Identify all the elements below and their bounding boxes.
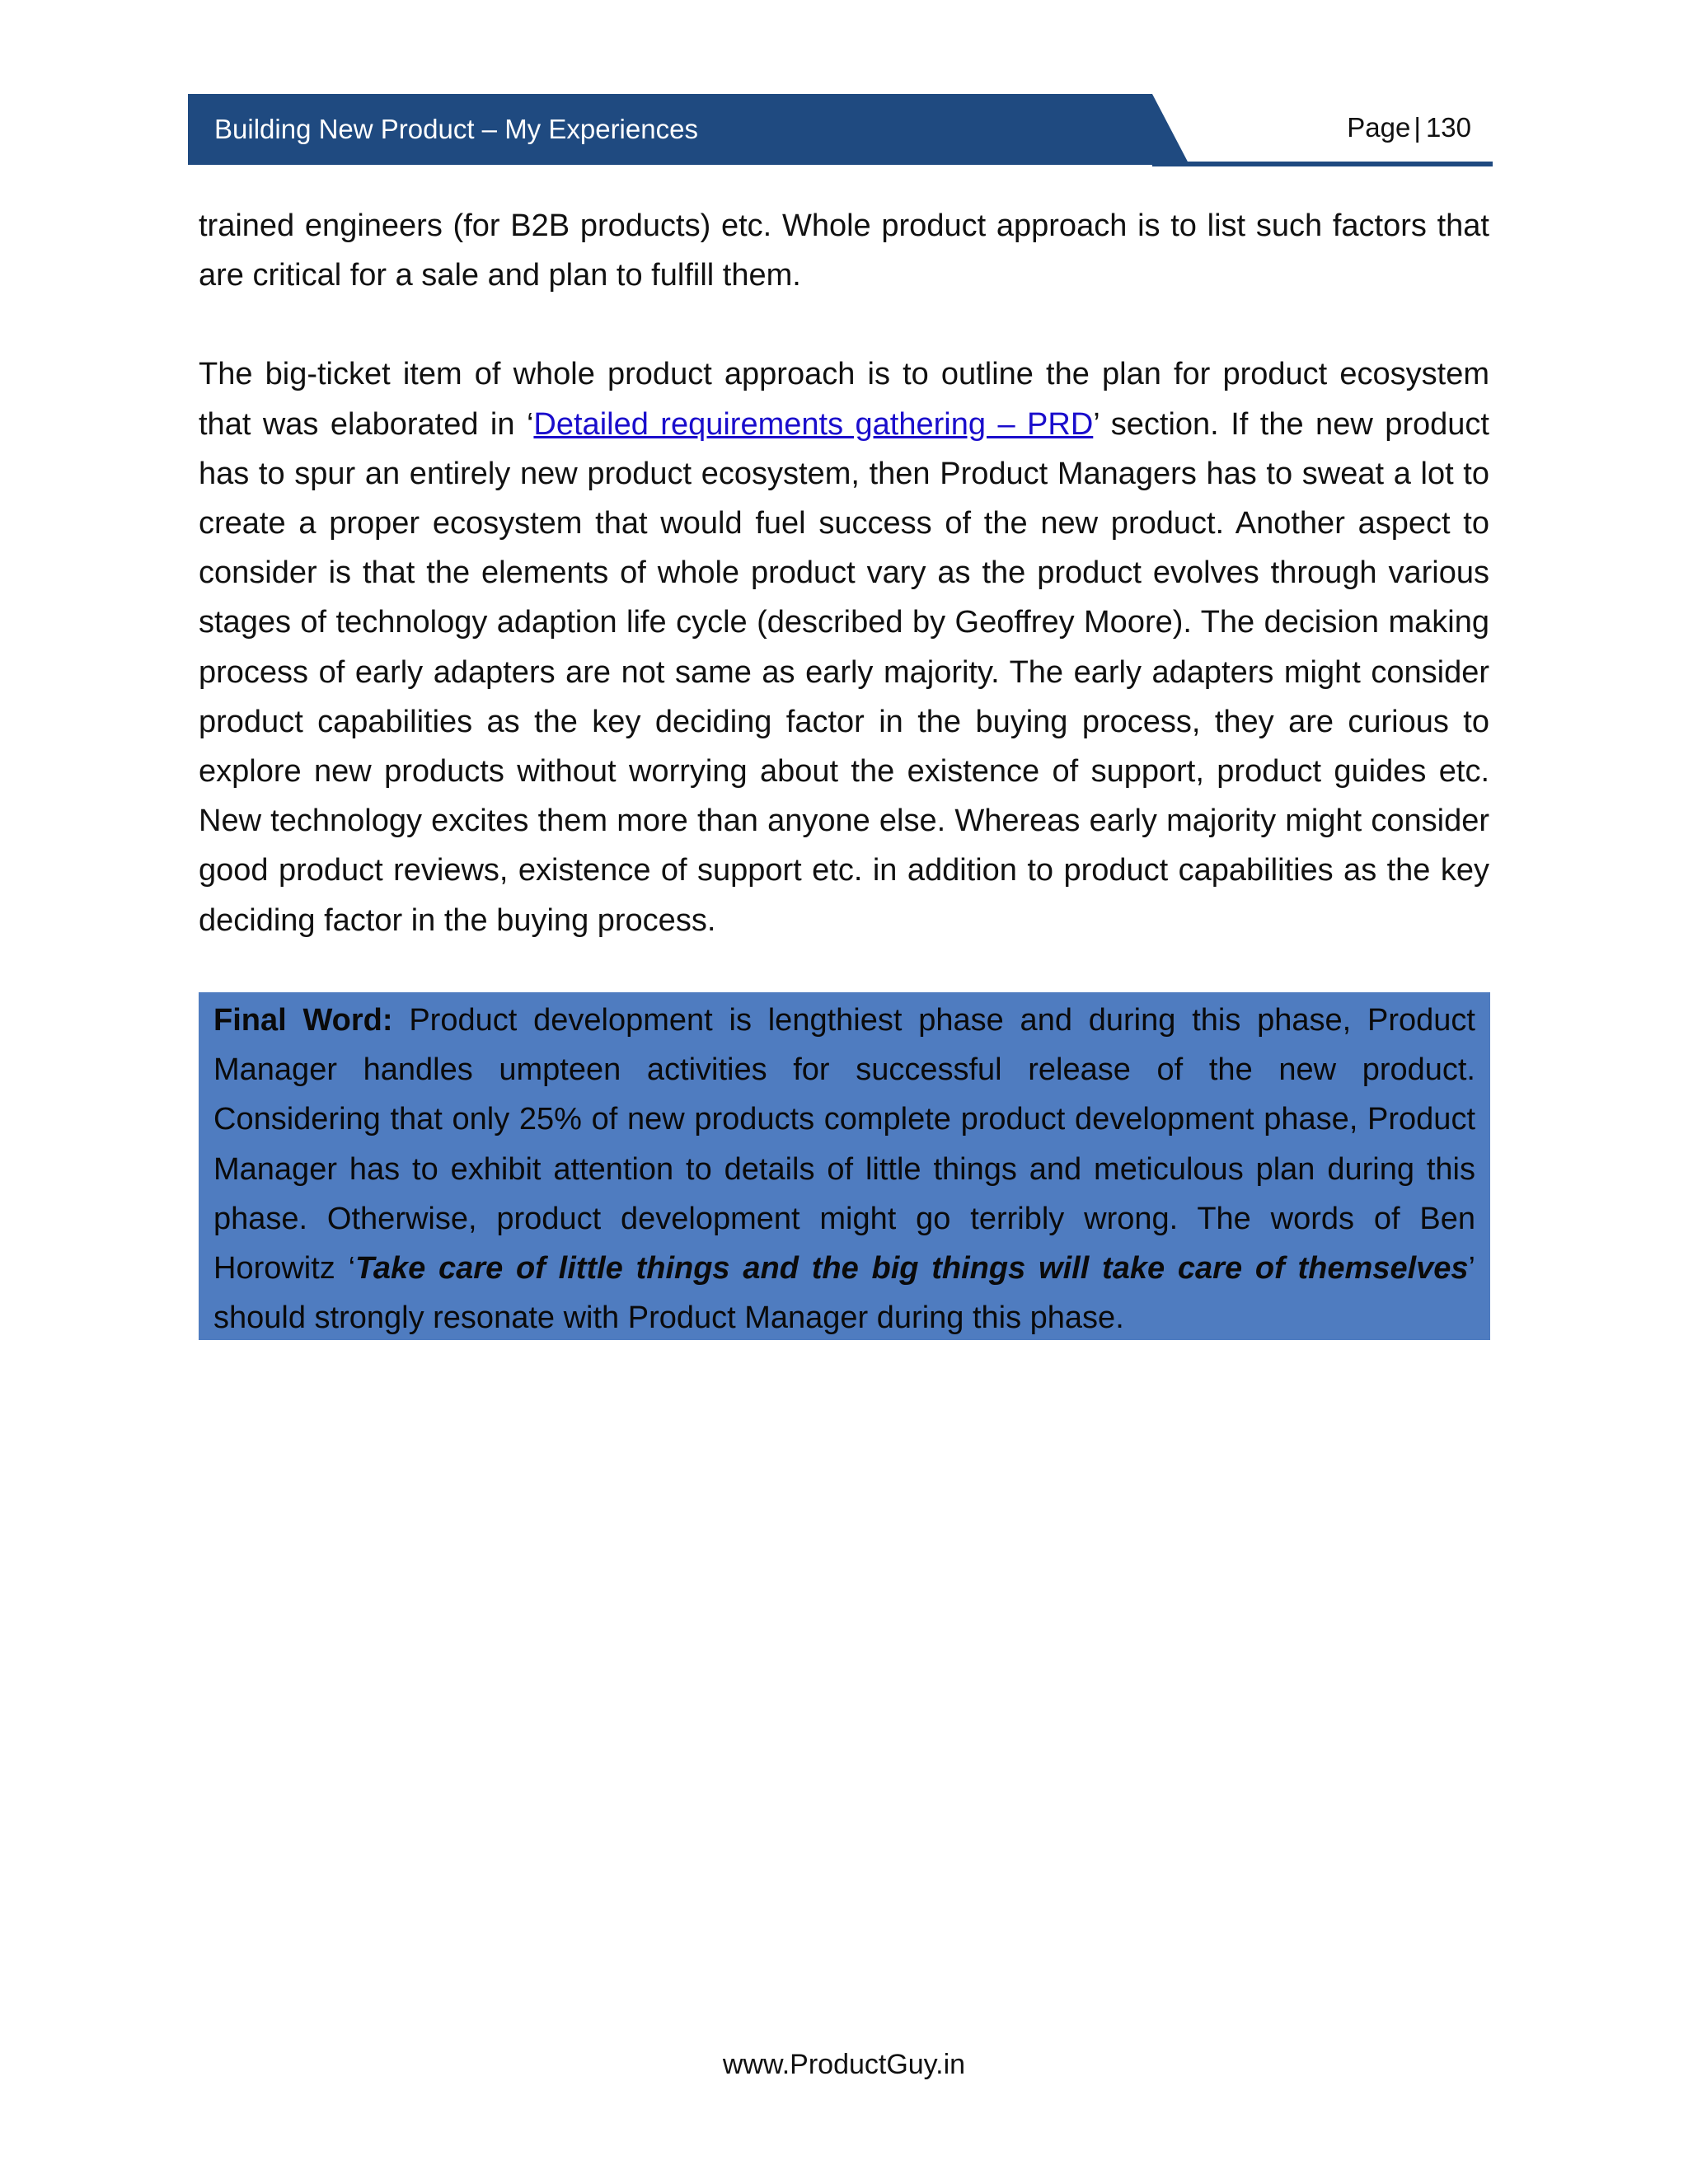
- footer-website: www.ProductGuy.in: [722, 2049, 966, 2080]
- page-footer: [0, 2047, 1688, 2082]
- final-word-closing: ’ should strongly resonate with Product Manager during this phase.: [213, 1251, 1475, 1336]
- page-indicator: [1347, 110, 1471, 145]
- page-header: [188, 94, 1493, 168]
- paragraph-2-intro: The big-ticket item of whole product approach is to outline the plan for product ecosystem that was elaborated in ‘: [199, 357, 1489, 442]
- page-separator: |: [1414, 112, 1421, 143]
- final-word-label: Final Word:: [213, 1003, 393, 1038]
- horowitz-quote: Take care of little things and the big things will take care of themselves: [355, 1251, 1469, 1286]
- paragraph-2: [199, 349, 1489, 944]
- header-rule: [1152, 162, 1493, 166]
- page-label: Page: [1347, 112, 1411, 143]
- body-text: [199, 201, 1489, 945]
- final-word-callout: [199, 992, 1490, 1340]
- final-word-text: Product development is lengthiest phase and during this phase, Product Manager handles umpteen activities for successful release of the new product. Considering that only 25% of new products complete product development phase, Product Manager has to exhibit attention to details of little things and meticulous plan during this phase. Otherwise, product development might go terribly wrong. The words of Ben Horowitz ‘: [213, 1003, 1475, 1286]
- document-title: Building New Product – My Experiences: [214, 114, 698, 144]
- paragraph-1: trained engineers (for B2B products) etc. Whole product approach is to list such factors that are critical for a sale and plan to fulfill them.: [199, 209, 1489, 293]
- prd-section-link[interactable]: Detailed requirements gathering – PRD: [533, 406, 1094, 442]
- paragraph-2-body: ’ section. If the new product has to spur an entirely new product ecosystem, then Product Managers has to sweat a lot to create a proper ecosystem that would fuel success of the new product. Another aspect to consider is that the elements of whole product vary as the product evolves through various stages of technology adaption life cycle (described by Geoffrey Moore). The decision making process of early adapters are not same as early majority. The early adapters might consider product capabilities as the key deciding factor in the buying process, they are curious to explore new products without worrying about the existence of support, product guides etc. New technology excites them more than anyone else. Whereas early majority might consider good product reviews, existence of support etc. in addition to product capabilities as the key deciding factor in the buying process.: [199, 406, 1489, 938]
- page-number: 130: [1425, 112, 1471, 143]
